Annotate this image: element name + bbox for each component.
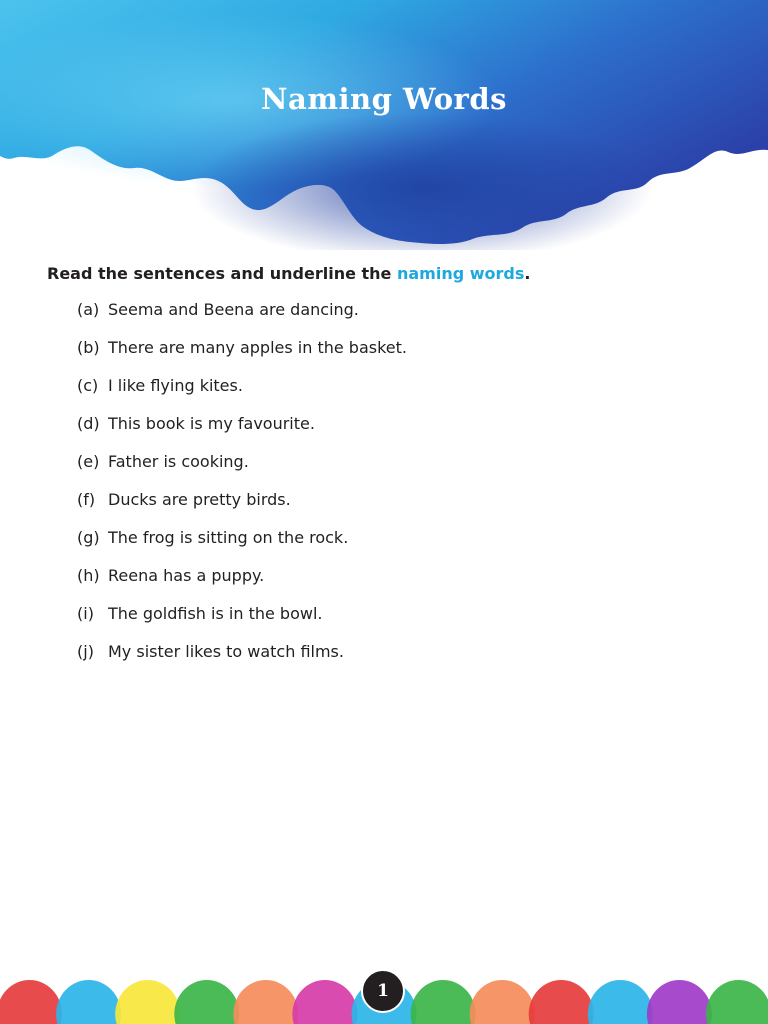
sentence-text: The frog is sitting on the rock. [108, 528, 349, 547]
sentence-item [77, 414, 407, 452]
sentence-text: I like flying kites. [108, 376, 243, 395]
sentence-item [77, 452, 407, 490]
instruction-highlight: naming words [396, 264, 525, 283]
watercolor-dot [56, 980, 121, 1024]
watercolor-header-banner [0, 0, 768, 250]
sentence-item [77, 376, 407, 414]
instruction-text [47, 264, 530, 283]
sentence-item [77, 566, 407, 604]
sentence-text: This book is my favourite. [108, 414, 315, 433]
sentence-item [77, 528, 407, 566]
sentence-item [77, 300, 407, 338]
sentence-item [77, 338, 407, 376]
watercolor-dot [174, 980, 239, 1024]
sentence-label: (i) [77, 604, 94, 623]
sentence-label: (f) [77, 490, 96, 509]
sentence-label: (j) [77, 642, 94, 661]
sentence-item [77, 490, 407, 528]
watercolor-dot [470, 980, 535, 1024]
instruction-suffix: . [524, 264, 531, 283]
sentence-label: (a) [77, 300, 100, 319]
sentence-list [77, 300, 407, 680]
watercolor-dot [115, 980, 180, 1024]
page-number-badge: 1 [361, 969, 405, 1013]
sentence-label: (h) [77, 566, 100, 585]
watercolor-dot [233, 980, 298, 1024]
watercolor-dot [529, 980, 594, 1024]
sentence-label: (c) [77, 376, 99, 395]
sentence-label: (e) [77, 452, 100, 471]
watercolor-dot [411, 980, 476, 1024]
watercolor-dot [0, 980, 62, 1024]
sentence-text: My sister likes to watch films. [108, 642, 344, 661]
sentence-label: (b) [77, 338, 100, 357]
watercolor-dot [292, 980, 357, 1024]
sentence-label: (d) [77, 414, 100, 433]
watercolor-dot [588, 980, 653, 1024]
sentence-item [77, 642, 407, 680]
sentence-text: Seema and Beena are dancing. [108, 300, 359, 319]
sentence-label: (g) [77, 528, 100, 547]
page-title: Naming Words [261, 82, 507, 116]
sentence-text: Ducks are pretty birds. [108, 490, 291, 509]
watercolor-dot [647, 980, 712, 1024]
sentence-text: Father is cooking. [108, 452, 249, 471]
sentence-text: There are many apples in the basket. [108, 338, 407, 357]
watercolor-dot [706, 980, 768, 1024]
sentence-text: Reena has a puppy. [108, 566, 265, 585]
sentence-item [77, 604, 407, 642]
sentence-text: The goldfish is in the bowl. [108, 604, 323, 623]
instruction-prefix: Read the sentences and underline the [47, 264, 397, 283]
